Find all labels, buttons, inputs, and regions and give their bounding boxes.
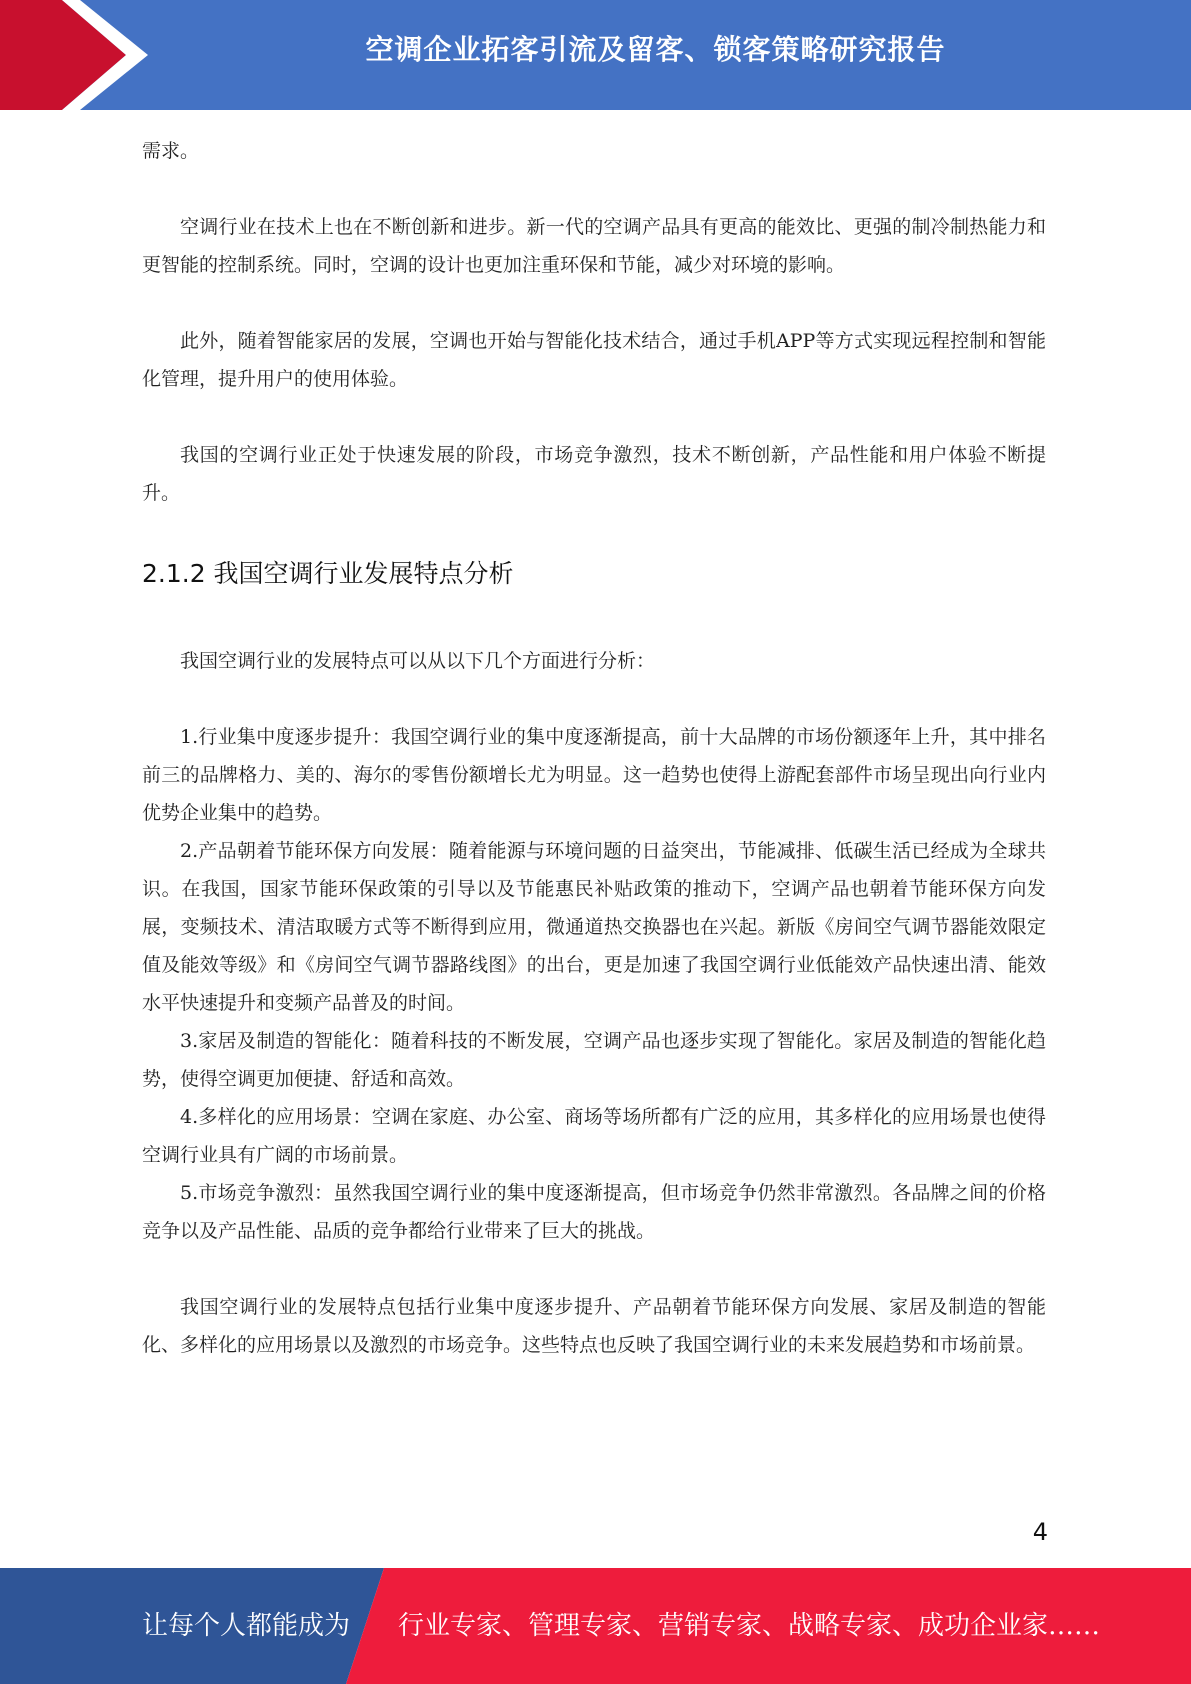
footer-slogan-left: 让每个人都能成为 — [142, 1611, 351, 1641]
page-header — [0, 0, 1191, 110]
list-item-intelligence: 3.家居及制造的智能化：随着科技的不断发展，空调产品也逐步实现了智能化。家居及制造的智能化趋势，使得空调更加便捷、舒适和高效。 — [142, 1030, 1046, 1090]
page-footer — [0, 1568, 1191, 1684]
paragraph-intro: 我国空调行业的发展特点可以从以下几个方面进行分析： — [180, 650, 656, 672]
list-item-applications: 4.多样化的应用场景：空调在家庭、办公室、商场等场所都有广泛的应用，其多样化的应用场景也使得空调行业具有广阔的市场前景。 — [142, 1106, 1046, 1166]
list-item-energy-saving: 2.产品朝着节能环保方向发展：随着能源与环境问题的日益突出，节能减排、低碳生活已经成为全球共识。在我国，国家节能环保政策的引导以及节能惠民补贴政策的推动下，空调产品也朝着节能环保方向发展，变频技术、清洁取暖方式等不断得到应用，微通道热交换器也在兴起。新版《房间空气调节器能效限定值及能效等级》和《房间空气调节器路线图》的出台，更是加速了我国空调行业低能效产品快速出清、能效水平快速提升和变频产品普及的时间。 — [142, 840, 1046, 1014]
section-heading: 2.1.2 我国空调行业发展特点分析 — [142, 559, 514, 588]
footer-slogan-right: 行业专家、管理专家、营销专家、战略专家、成功企业家…… — [398, 1611, 1101, 1641]
header-red-block — [0, 0, 126, 110]
list-item-concentration: 1.行业集中度逐步提升：我国空调行业的集中度逐渐提高，前十大品牌的市场份额逐年上升，其中排名前三的品牌格力、美的、海尔的零售份额增长尤为明显。这一趋势也使得上游配套部件市场呈现出向行业内优势企业集中的趋势。 — [142, 726, 1046, 824]
report-title: 空调企业拓客引流及留客、锁客策略研究报告 — [365, 33, 946, 66]
document-body — [142, 132, 1046, 1364]
paragraph-continuation: 需求。 — [142, 140, 200, 162]
paragraph-technology: 空调行业在技术上也在不断创新和进步。新一代的空调产品具有更高的能效比、更强的制冷制热能力和更智能的控制系统。同时，空调的设计也更加注重环保和节能，减少对环境的影响。 — [142, 216, 1046, 276]
paragraph-summary: 我国空调行业的发展特点包括行业集中度逐步提升、产品朝着节能环保方向发展、家居及制造的智能化、多样化的应用场景以及激烈的市场竞争。这些特点也反映了我国空调行业的未来发展趋势和市场前景。 — [142, 1296, 1046, 1356]
header-chevron-decoration — [0, 0, 160, 110]
paragraph-industry-status: 我国的空调行业正处于快速发展的阶段，市场竞争激烈，技术不断创新，产品性能和用户体验不断提升。 — [142, 444, 1046, 504]
list-item-competition: 5.市场竞争激烈：虽然我国空调行业的集中度逐渐提高，但市场竞争仍然非常激烈。各品牌之间的价格竞争以及产品性能、品质的竞争都给行业带来了巨大的挑战。 — [142, 1182, 1046, 1242]
paragraph-smart-home: 此外，随着智能家居的发展，空调也开始与智能化技术结合，通过手机APP等方式实现远程控制和智能化管理，提升用户的使用体验。 — [142, 330, 1046, 390]
page-number: 4 — [1032, 1518, 1048, 1546]
